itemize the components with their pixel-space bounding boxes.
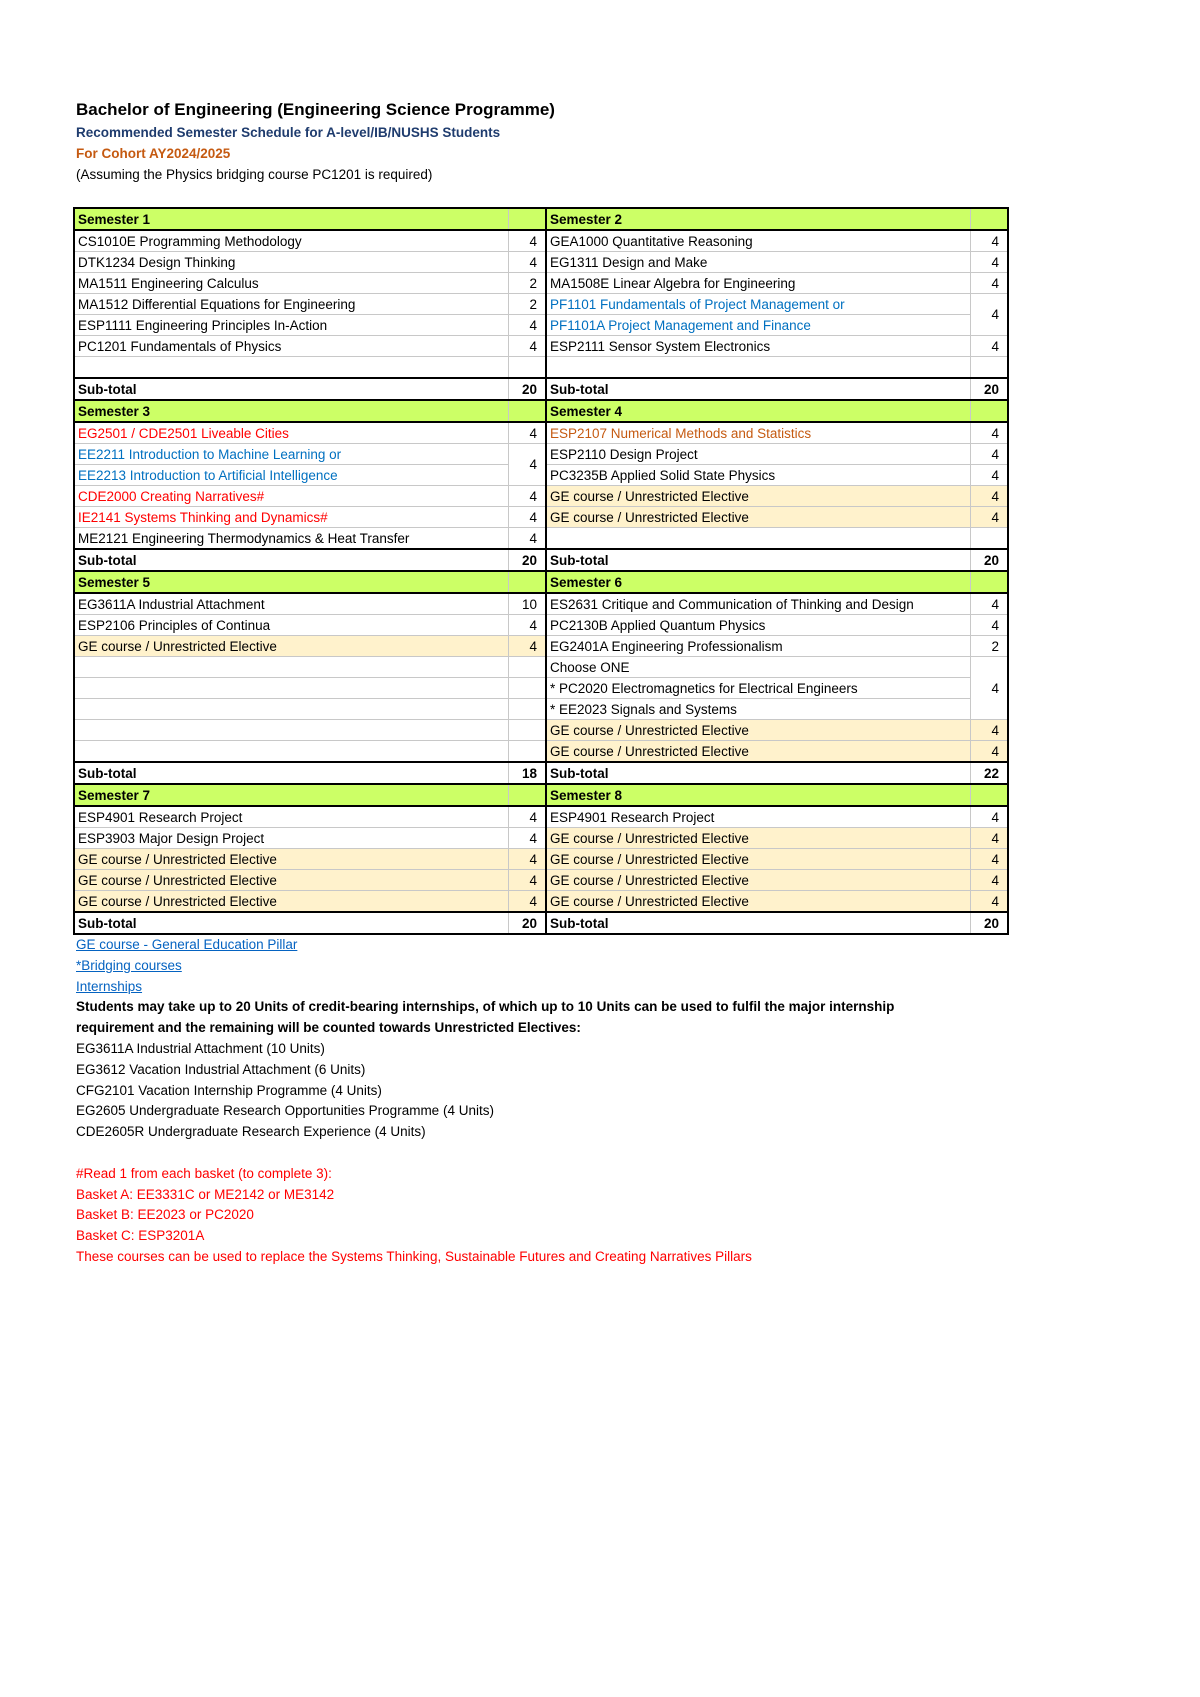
course-row <box>74 699 1008 720</box>
course-name: GE course / Unrestricted Elective <box>546 828 970 849</box>
subtotal-value: 20 <box>508 912 546 934</box>
course-row <box>74 315 1008 336</box>
course-units: 4 <box>970 657 1008 720</box>
course-name: ESP2110 Design Project <box>546 444 970 465</box>
course-row <box>74 657 1008 678</box>
course-name: PF1101A Project Management and Finance <box>546 315 970 336</box>
ge-pillar-link[interactable]: GE course - General Education Pillar <box>76 937 298 952</box>
course-name: PC2130B Applied Quantum Physics <box>546 615 970 636</box>
semester-title: Semester 5 <box>74 571 508 593</box>
semester-header-row <box>74 571 1008 593</box>
course-name: GEA1000 Quantitative Reasoning <box>546 230 970 252</box>
course-units: 4 <box>970 741 1008 763</box>
semester-header-row <box>74 400 1008 422</box>
course-name: ESP2107 Numerical Methods and Statistics <box>546 422 970 444</box>
course-name: * EE2023 Signals and Systems <box>546 699 970 720</box>
course-units: 4 <box>970 486 1008 507</box>
semester-title: Semester 4 <box>546 400 970 422</box>
course-name: GE course / Unrestricted Elective <box>74 636 508 657</box>
course-units: 2 <box>508 273 546 294</box>
subtotal-value: 20 <box>508 549 546 571</box>
course-row <box>74 636 1008 657</box>
course-units: 4 <box>508 315 546 336</box>
course-row <box>74 230 1008 252</box>
course-row <box>74 528 1008 550</box>
course-name: ES2631 Critique and Communication of Thinking and Design <box>546 593 970 615</box>
empty-row <box>74 357 1008 379</box>
course-row <box>74 422 1008 444</box>
course-name: GE course / Unrestricted Elective <box>546 486 970 507</box>
semester-header-row <box>74 208 1008 230</box>
course-name: Choose ONE <box>546 657 970 678</box>
course-name: GE course / Unrestricted Elective <box>74 870 508 891</box>
course-units: 4 <box>508 528 546 550</box>
course-units: 4 <box>970 422 1008 444</box>
course-row <box>74 507 1008 528</box>
course-name: MA1508E Linear Algebra for Engineering <box>546 273 970 294</box>
course-name: IE2141 Systems Thinking and Dynamics# <box>74 507 508 528</box>
semester-title: Semester 6 <box>546 571 970 593</box>
course-name: ESP3903 Major Design Project <box>74 828 508 849</box>
course-units: 4 <box>970 273 1008 294</box>
course-units: 4 <box>508 615 546 636</box>
course-name: DTK1234 Design Thinking <box>74 252 508 273</box>
page-subtitle: Recommended Semester Schedule for A-level/IB/NUSHS Students <box>76 125 501 140</box>
course-units: 4 <box>970 230 1008 252</box>
course-units: 4 <box>508 252 546 273</box>
course-units: 4 <box>508 336 546 357</box>
course-units: 4 <box>970 891 1008 913</box>
basket-note: These courses can be used to replace the Systems Thinking, Sustainable Futures and Creating Narratives Pillars <box>76 1248 752 1264</box>
course-units: 4 <box>970 593 1008 615</box>
subtotal-label: Sub-total <box>74 762 508 784</box>
course-name: EG1311 Design and Make <box>546 252 970 273</box>
course-units: 2 <box>508 294 546 315</box>
course-units: 4 <box>508 870 546 891</box>
course-name: PC3235B Applied Solid State Physics <box>546 465 970 486</box>
course-units: 4 <box>970 507 1008 528</box>
course-units: 4 <box>970 828 1008 849</box>
basket-note: #Read 1 from each basket (to complete 3): <box>76 1165 332 1181</box>
course-name: EE2211 Introduction to Machine Learning or <box>74 444 508 465</box>
course-name: GE course / Unrestricted Elective <box>74 891 508 913</box>
course-units: 10 <box>508 593 546 615</box>
subtotal-value: 20 <box>508 378 546 400</box>
basket-note: Basket C: ESP3201A <box>76 1228 205 1244</box>
course-units: 4 <box>970 252 1008 273</box>
footer-notes <box>76 935 894 1268</box>
course-name: GE course / Unrestricted Elective <box>546 507 970 528</box>
basket-note: Basket B: EE2023 or PC2020 <box>76 1207 254 1223</box>
course-units: 4 <box>508 849 546 870</box>
semester-header-row <box>74 784 1008 806</box>
course-name: GE course / Unrestricted Elective <box>546 870 970 891</box>
semester-title: Semester 2 <box>546 208 970 230</box>
course-row <box>74 593 1008 615</box>
course-units: 4 <box>970 336 1008 357</box>
course-units: 4 <box>508 486 546 507</box>
subtotal-row <box>74 378 1008 400</box>
subtotal-label: Sub-total <box>546 762 970 784</box>
subtotal-value: 20 <box>970 378 1008 400</box>
course-row <box>74 273 1008 294</box>
course-name: CS1010E Programming Methodology <box>74 230 508 252</box>
subtotal-value: 20 <box>970 912 1008 934</box>
course-name: ESP4901 Research Project <box>74 806 508 828</box>
basket-note: Basket A: EE3331C or ME2142 or ME3142 <box>76 1186 335 1202</box>
course-name: EG2501 / CDE2501 Liveable Cities <box>74 422 508 444</box>
page-title: Bachelor of Engineering (Engineering Science Programme) <box>76 100 555 119</box>
course-name: ESP4901 Research Project <box>546 806 970 828</box>
course-row <box>74 486 1008 507</box>
course-units: 4 <box>508 507 546 528</box>
internship-note: requirement and the remaining will be counted towards Unrestricted Electives: <box>76 1020 581 1036</box>
subtotal-label: Sub-total <box>74 912 508 934</box>
course-units: 4 <box>970 720 1008 741</box>
course-row <box>74 444 1008 465</box>
course-name: * PC2020 Electromagnetics for Electrical Engineers <box>546 678 970 699</box>
course-name: MA1511 Engineering Calculus <box>74 273 508 294</box>
course-units: 4 <box>970 806 1008 828</box>
bridging-courses-link[interactable]: *Bridging courses <box>76 957 182 973</box>
internship-item: CFG2101 Vacation Internship Programme (4 Units) <box>76 1082 382 1098</box>
semester-title: Semester 8 <box>546 784 970 806</box>
semester-schedule-table <box>73 207 1009 935</box>
subtotal-value: 18 <box>508 762 546 784</box>
course-name: GE course / Unrestricted Elective <box>546 849 970 870</box>
course-row <box>74 828 1008 849</box>
course-units: 4 <box>508 636 546 657</box>
internship-note: Students may take up to 20 Units of credit-bearing internships, of which up to 10 Units can be used to fulfil the major internship <box>76 999 895 1015</box>
course-row <box>74 849 1008 870</box>
course-name: EE2213 Introduction to Artificial Intelligence <box>74 465 508 486</box>
course-units: 4 <box>508 828 546 849</box>
course-units: 4 <box>970 615 1008 636</box>
course-units: 4 <box>970 444 1008 465</box>
subtotal-label: Sub-total <box>546 378 970 400</box>
subtotal-value: 22 <box>970 762 1008 784</box>
subtotal-label: Sub-total <box>546 912 970 934</box>
course-row <box>74 870 1008 891</box>
course-name: ESP2106 Principles of Continua <box>74 615 508 636</box>
course-units: 4 <box>970 465 1008 486</box>
internships-link[interactable]: Internships <box>76 978 143 994</box>
cohort-label: For Cohort AY2024/2025 <box>76 146 231 161</box>
course-units: 4 <box>508 444 546 486</box>
course-name: ESP2111 Sensor System Electronics <box>546 336 970 357</box>
document-header <box>76 98 555 185</box>
subtotal-row <box>74 549 1008 571</box>
course-name: GE course / Unrestricted Elective <box>546 891 970 913</box>
course-name: ME2121 Engineering Thermodynamics & Heat Transfer <box>74 528 508 550</box>
semester-title: Semester 3 <box>74 400 508 422</box>
course-units: 4 <box>508 891 546 913</box>
course-row <box>74 741 1008 763</box>
course-units: 4 <box>970 870 1008 891</box>
subtotal-value: 20 <box>970 549 1008 571</box>
course-row <box>74 615 1008 636</box>
course-row <box>74 806 1008 828</box>
course-name: EG3611A Industrial Attachment <box>74 593 508 615</box>
subtotal-row <box>74 762 1008 784</box>
subtotal-label: Sub-total <box>546 549 970 571</box>
course-name: GE course / Unrestricted Elective <box>546 720 970 741</box>
internship-item: EG2605 Undergraduate Research Opportunities Programme (4 Units) <box>76 1103 494 1119</box>
semester-title: Semester 7 <box>74 784 508 806</box>
course-name: PF1101 Fundamentals of Project Management or <box>546 294 970 315</box>
course-name: MA1512 Differential Equations for Engineering <box>74 294 508 315</box>
bridging-note: (Assuming the Physics bridging course PC1201 is required) <box>76 167 433 182</box>
course-units: 4 <box>970 294 1008 336</box>
subtotal-label: Sub-total <box>74 378 508 400</box>
internship-item: CDE2605R Undergraduate Research Experience (4 Units) <box>76 1124 426 1140</box>
semester-title: Semester 1 <box>74 208 508 230</box>
course-units: 4 <box>970 849 1008 870</box>
course-row <box>74 720 1008 741</box>
course-row <box>74 336 1008 357</box>
subtotal-label: Sub-total <box>74 549 508 571</box>
course-name: GE course / Unrestricted Elective <box>74 849 508 870</box>
course-row <box>74 252 1008 273</box>
course-units: 4 <box>508 230 546 252</box>
course-name: EG2401A Engineering Professionalism <box>546 636 970 657</box>
course-units: 4 <box>508 806 546 828</box>
internship-item: EG3611A Industrial Attachment (10 Units) <box>76 1040 325 1056</box>
course-row <box>74 294 1008 315</box>
course-units: 4 <box>508 422 546 444</box>
course-name: ESP1111 Engineering Principles In-Action <box>74 315 508 336</box>
subtotal-row <box>74 912 1008 934</box>
course-units: 2 <box>970 636 1008 657</box>
course-row <box>74 678 1008 699</box>
internship-item: EG3612 Vacation Industrial Attachment (6 Units) <box>76 1061 366 1077</box>
course-name: PC1201 Fundamentals of Physics <box>74 336 508 357</box>
course-name: GE course / Unrestricted Elective <box>546 741 970 763</box>
course-name: CDE2000 Creating Narratives# <box>74 486 508 507</box>
course-row <box>74 891 1008 913</box>
